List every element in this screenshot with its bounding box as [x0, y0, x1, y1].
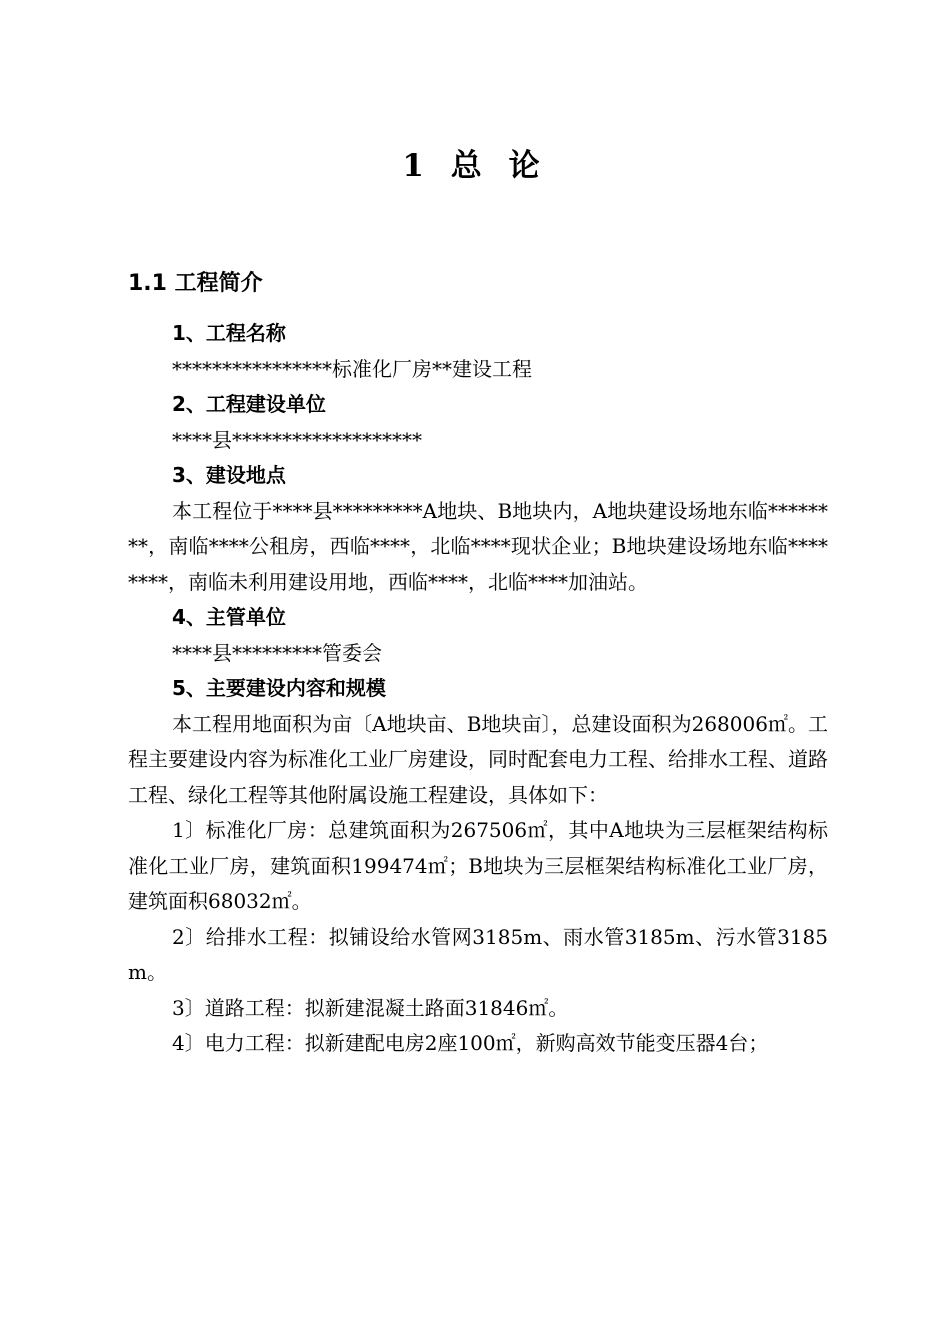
document-body: [128, 316, 828, 1062]
item-text-location: 本工程位于****县*********A地块、B地块内，A地块建设场地东临********，南临****公租房，西临****，北临****现状企业；B地块建设场地东临********，南临未利用建设用地，西临****，北临****加油站。: [128, 498, 828, 594]
detail-factory: 1〕标准化厂房：总建筑面积为267506㎡，其中A地块为三层框架结构标准化工业厂房，建筑面积199474㎡；B地块为三层框架结构标准化工业厂房，建筑面积68032㎡。: [128, 818, 828, 913]
item-text-scope: 本工程用地面积为亩〔A地块亩、B地块亩〕，总建设面积为268006㎡。工程主要建设内容为标准化工业厂房建设，同时配套电力工程、给排水工程、道路工程、绿化工程等其他附属设施工程建设，具体如下：: [128, 711, 828, 807]
item-heading-scope: 5、主要建设内容和规模: [172, 676, 386, 700]
item-heading-construction-unit: 2、工程建设单位: [172, 392, 326, 416]
item-heading-location: 3、建设地点: [172, 463, 286, 487]
item-text-construction-unit: ****县*******************: [172, 427, 422, 452]
item-heading-authority: 4、主管单位: [172, 605, 286, 629]
item-heading-project-name: 1、工程名称: [172, 321, 286, 345]
detail-power: 4〕电力工程：拟新建配电房2座100㎡，新购高效节能变压器4台；: [172, 1031, 769, 1055]
detail-water: 2〕给排水工程：拟铺设给水管网3185m、雨水管3185m、污水管3185m。: [128, 924, 828, 984]
item-text-project-name: ****************标准化厂房**建设工程: [172, 356, 532, 381]
item-text-authority: ****县*********管委会: [172, 640, 382, 665]
chapter-title: 1 总 论: [402, 148, 548, 184]
section-title: 1.1 工程简介: [128, 271, 263, 296]
detail-road: 3〕道路工程：拟新建混凝土路面31846㎡。: [172, 995, 569, 1020]
